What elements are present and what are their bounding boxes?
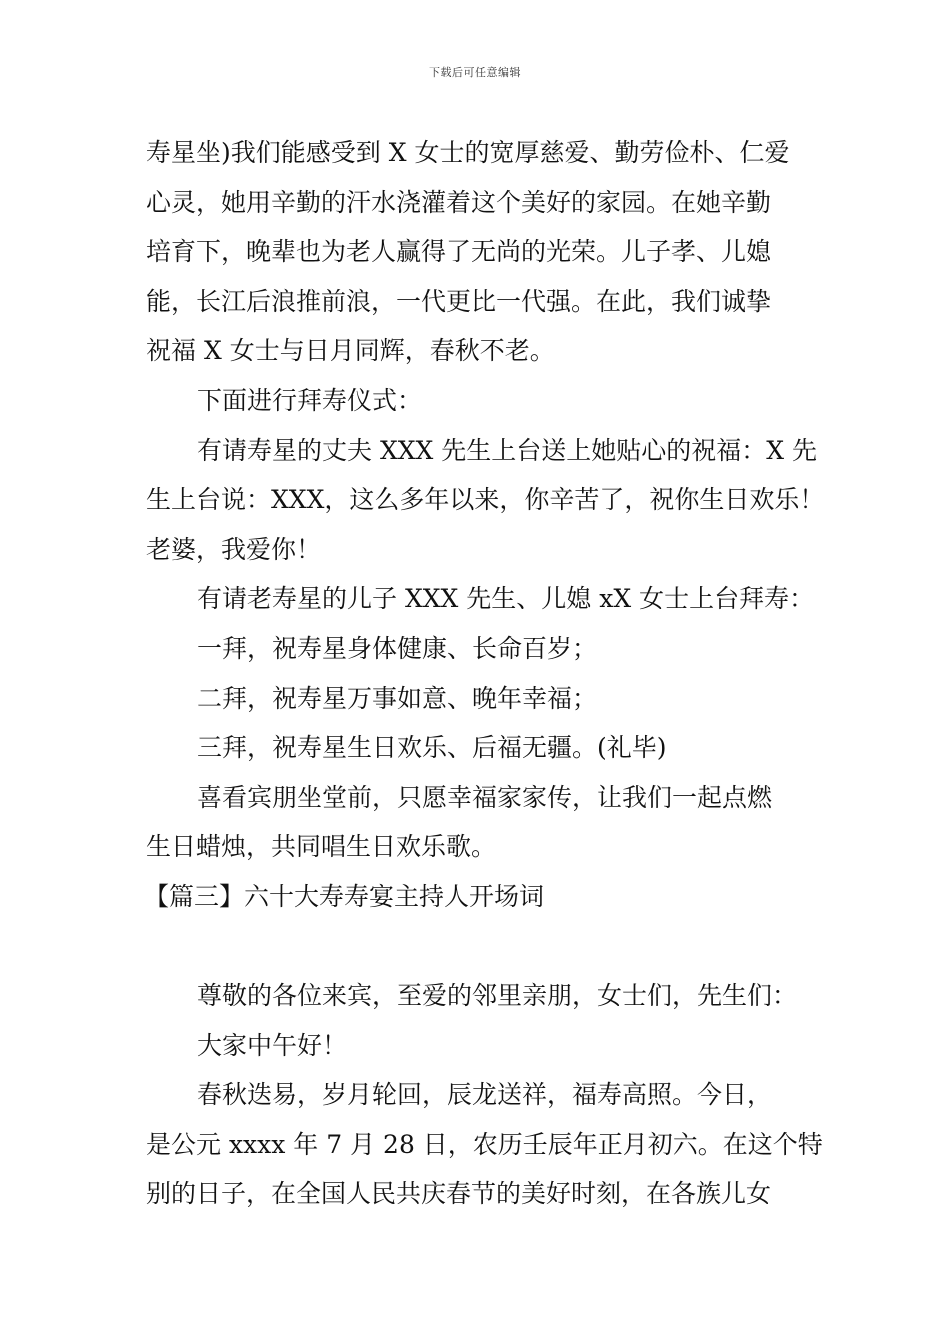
paragraph-line: 是公元 xxxx 年 7 月 28 日，农历壬辰年正月初六。在这个特 (146, 1129, 823, 1159)
paragraph-line: 寿星坐)我们能感受到 X 女士的宽厚慈爱、勤劳俭朴、仁爱 (146, 138, 790, 167)
paragraph-line: 大家中午好！ (197, 1030, 348, 1060)
paragraph-line: 生日蜡烛，共同唱生日欢乐歌。 (146, 832, 497, 862)
paragraph-line: 尊敬的各位来宾，至爱的邻里亲朋，女士们，先生们： (197, 981, 798, 1011)
paragraph-line: 下面进行拜寿仪式： (197, 385, 423, 415)
paragraph-line: 喜看宾朋坐堂前，只愿幸福家家传，让我们一起点燃 (197, 782, 773, 812)
paragraph-line: 祝福 X 女士与日月同辉，春秋不老。 (146, 336, 555, 366)
blank-line (146, 922, 816, 972)
paragraph-line: 一拜，祝寿星身体健康、长命百岁； (197, 633, 598, 663)
paragraph-line: 能，长江后浪推前浪，一代更比一代强。在此，我们诚挚 (146, 286, 772, 316)
section-heading: 【篇三】六十大寿寿宴主持人开场词 (144, 881, 545, 911)
page-header: 下载后可任意编辑 (429, 66, 521, 79)
paragraph-line: 二拜，祝寿星万事如意、晚年幸福； (197, 683, 598, 713)
document-body (144, 128, 825, 1219)
paragraph-line: 心灵，她用辛勤的汗水浇灌着这个美好的家园。在她辛勤 (146, 187, 772, 217)
paragraph-line: 生上台说：XXX，这么多年以来，你辛苦了，祝你生日欢乐！ (146, 485, 825, 515)
paragraph-line: 培育下，晚辈也为老人赢得了无尚的光荣。儿子孝、儿媳 (146, 237, 772, 267)
paragraph-line: 别的日子，在全国人民共庆春节的美好时刻，在各族儿女 (146, 1179, 772, 1209)
paragraph-line: 老婆，我爱你！ (146, 534, 322, 564)
paragraph-line: 春秋迭易，岁月轮回，辰龙送祥，福寿高照。今日， (197, 1080, 773, 1110)
paragraph-line: 有请老寿星的儿子 XXX 先生、儿媳 xX 女士上台拜寿： (197, 584, 815, 614)
paragraph-line: 三拜，祝寿星生日欢乐、后福无疆。(礼毕) (197, 733, 667, 763)
paragraph-line: 有请寿星的丈夫 XXX 先生上台送上她贴心的祝福：X 先 (197, 435, 818, 465)
